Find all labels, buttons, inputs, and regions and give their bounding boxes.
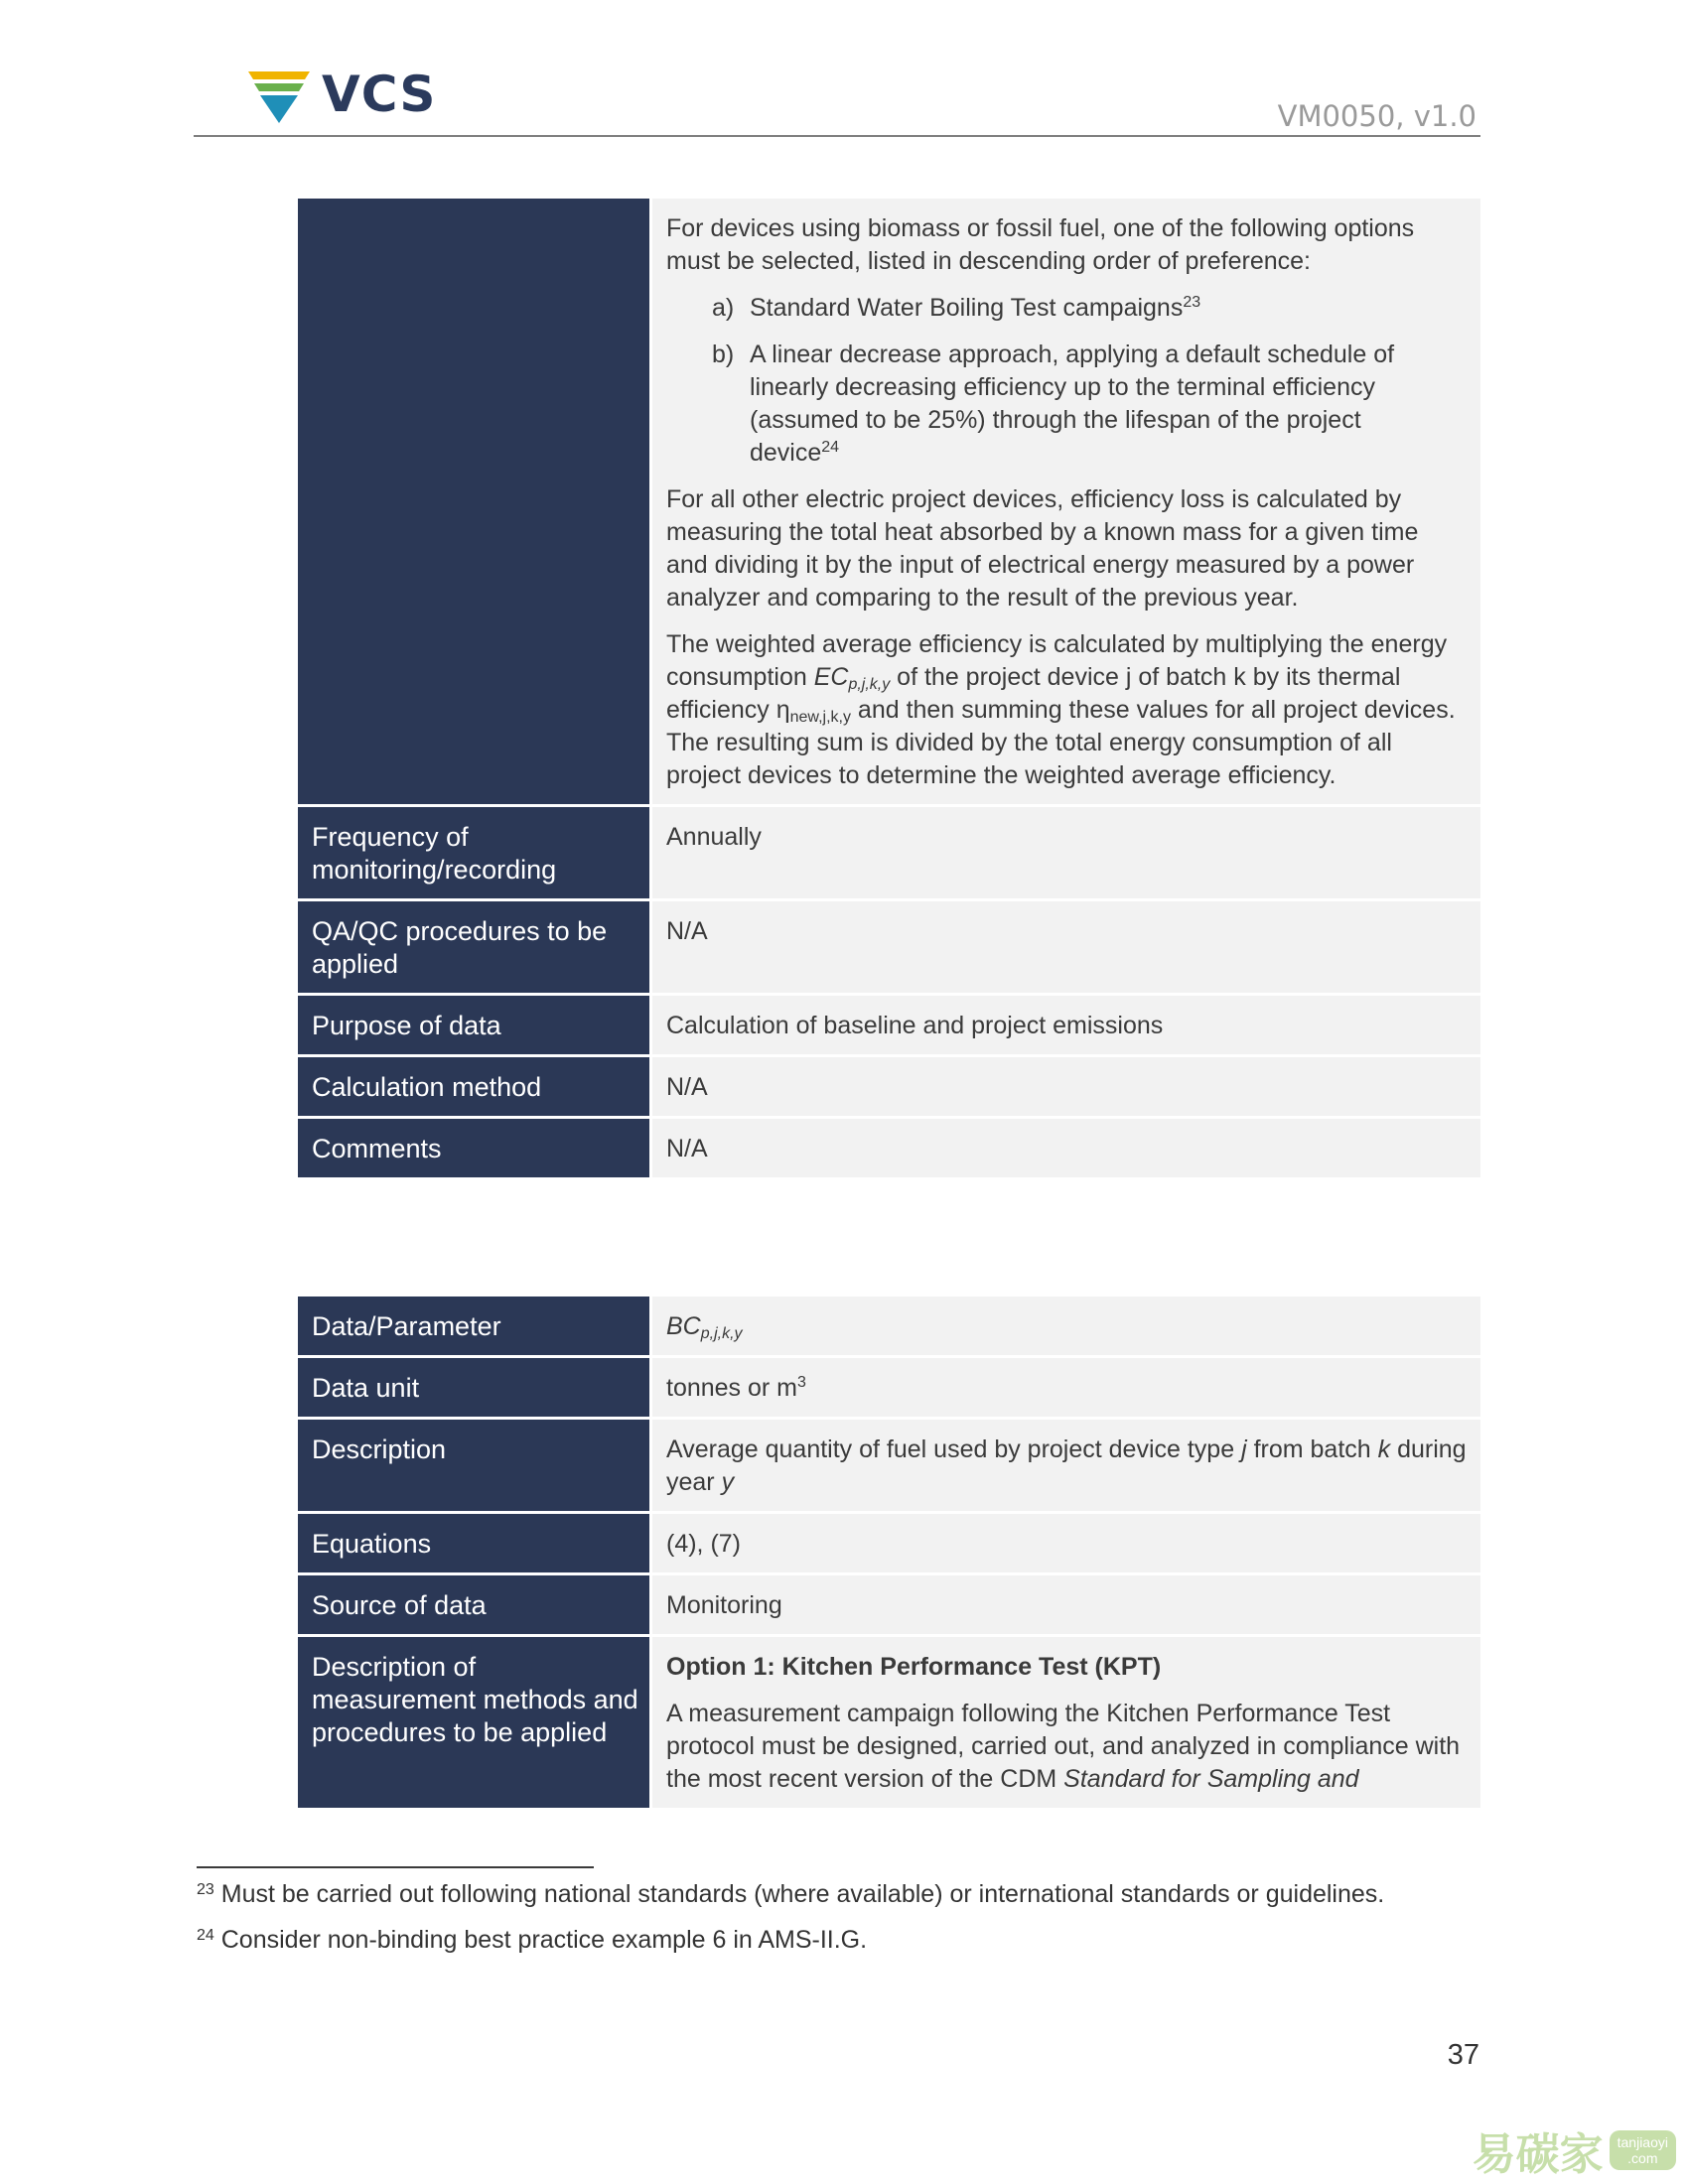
row-label: Source of data [298, 1574, 651, 1636]
list-text-body: Standard Water Boiling Test campaigns [750, 294, 1184, 322]
row-label: Description of measurement methods and procedures to be applied [298, 1636, 651, 1810]
logo-text: VCS [322, 66, 437, 123]
text-run: during year [666, 1435, 1467, 1496]
row-label: Calculation method [298, 1056, 651, 1118]
watermark [1473, 2118, 1676, 2182]
row-value [651, 1357, 1481, 1419]
row-label: Data/Parameter [298, 1297, 651, 1357]
footnote [197, 1924, 867, 1956]
footnote [197, 1878, 1384, 1910]
text-run: from batch [1246, 1435, 1378, 1463]
vcs-logo [248, 66, 436, 123]
table-row [298, 1118, 1480, 1179]
paragraph: For devices using biomass or fossil fuel, one of the following options must be selected, listed in descending order of preference: [666, 214, 1415, 275]
symbol-ec [814, 663, 891, 691]
footnote-ref[interactable]: 23 [1183, 294, 1201, 311]
table-row [298, 1513, 1480, 1574]
row-label [298, 199, 651, 806]
vcs-logo-icon [248, 66, 310, 123]
footnote-number: 23 [197, 1881, 214, 1898]
symbol-eta [776, 696, 851, 724]
row-value [651, 1636, 1481, 1810]
row-value [651, 1297, 1481, 1357]
row-value: (4), (7) [651, 1513, 1481, 1574]
text-run: Average quantity of fuel used by project device type [666, 1435, 1242, 1463]
paragraph: For all other electric project devices, efficiency loss is calculated by measuring the total heat absorbed by a known mass for a given time and dividing it by the input of electrical energy measured by a power analyzer and comparing to the result of the previous year. [666, 485, 1419, 612]
footnote-ref[interactable]: 24 [821, 439, 840, 456]
document-reference: Standard for Sampling and [1063, 1765, 1359, 1793]
symbol-subscript: new,j,k,y [789, 709, 851, 726]
row-label: Frequency of monitoring/recording [298, 806, 651, 900]
variable-y: y [721, 1468, 735, 1496]
row-value: Monitoring [651, 1574, 1481, 1636]
parameter-table-continued [298, 199, 1480, 1180]
paragraph [666, 1698, 1467, 1796]
row-value: N/A [651, 1118, 1481, 1179]
table-row [298, 1636, 1480, 1810]
row-value [651, 1419, 1481, 1513]
row-value [651, 199, 1481, 806]
table-row [298, 806, 1480, 900]
row-label: Purpose of data [298, 995, 651, 1056]
table-row [298, 1056, 1480, 1118]
row-value: N/A [651, 900, 1481, 995]
table-row [298, 1297, 1480, 1357]
watermark-badge-bottom: .com [1627, 2150, 1658, 2166]
row-label: Description [298, 1419, 651, 1513]
symbol-base: EC [813, 663, 849, 691]
symbol-subscript: p,j,k,y [700, 1325, 743, 1342]
text-run: and then summing these values for all project devices. The resulting sum is divided by the total energy consumption of all project devices to determine the weighted average efficiency. [666, 696, 1456, 789]
row-value: Calculation of baseline and project emissions [651, 995, 1481, 1056]
symbol-subscript: p,j,k,y [848, 676, 891, 693]
footnote-number: 24 [197, 1927, 214, 1944]
watermark-badge [1610, 2130, 1676, 2170]
document-id: VM0050, v1.0 [1277, 99, 1477, 133]
footnote-text: Consider non-binding best practice example 6 in AMS-II.G. [213, 1926, 868, 1954]
row-label: QA/QC procedures to be applied [298, 900, 651, 995]
watermark-badge-top: tanjiaoyi [1617, 2134, 1668, 2150]
unit-exponent: 3 [797, 1374, 806, 1391]
list-text [750, 339, 1467, 470]
table-row [298, 199, 1480, 806]
variable-j: j [1241, 1435, 1247, 1463]
footnote-divider [197, 1866, 594, 1868]
paragraph [666, 628, 1467, 792]
header-divider [194, 135, 1480, 137]
parameter-symbol [666, 1312, 743, 1340]
row-label: Comments [298, 1118, 651, 1179]
text-run: The weighted average efficiency is calculated by multiplying the energy consumption [666, 630, 1448, 691]
row-value: Annually [651, 806, 1481, 900]
row-label: Equations [298, 1513, 651, 1574]
list-marker: b) [712, 341, 735, 368]
variable-k: k [1377, 1435, 1391, 1463]
footnote-text: Must be carried out following national standards (where available) or international standards or guidelines. [213, 1880, 1385, 1908]
table-row [298, 1574, 1480, 1636]
symbol-base: η [775, 696, 790, 724]
list-text [750, 292, 1467, 325]
list-item [712, 292, 1467, 325]
page-number: 37 [1447, 2039, 1479, 2071]
option-title: Option 1: Kitchen Performance Test (KPT) [666, 1653, 1162, 1681]
symbol-base: BC [666, 1312, 701, 1340]
row-label: Data unit [298, 1357, 651, 1419]
table-row [298, 1419, 1480, 1513]
table-row [298, 1357, 1480, 1419]
unit-text: tonnes or m [666, 1374, 798, 1402]
list-marker: a) [712, 294, 735, 322]
row-value: N/A [651, 1056, 1481, 1118]
list-text-body: A linear decrease approach, applying a default schedule of linearly decreasing efficiency up to the terminal efficiency (assumed to be 25%) through the lifespan of the project device [750, 341, 1395, 467]
text-run: of the project device j of batch k by its thermal efficiency [666, 663, 1401, 724]
table-row [298, 900, 1480, 995]
text-run: A measurement campaign following the Kitchen Performance Test protocol must be designed, carried out, and analyzed in compliance with the most recent version of the CDM [666, 1700, 1461, 1793]
table-row [298, 995, 1480, 1056]
watermark-text: 易碳家 [1472, 2129, 1604, 2180]
list-item [712, 339, 1467, 470]
parameter-table-bc [298, 1297, 1480, 1811]
